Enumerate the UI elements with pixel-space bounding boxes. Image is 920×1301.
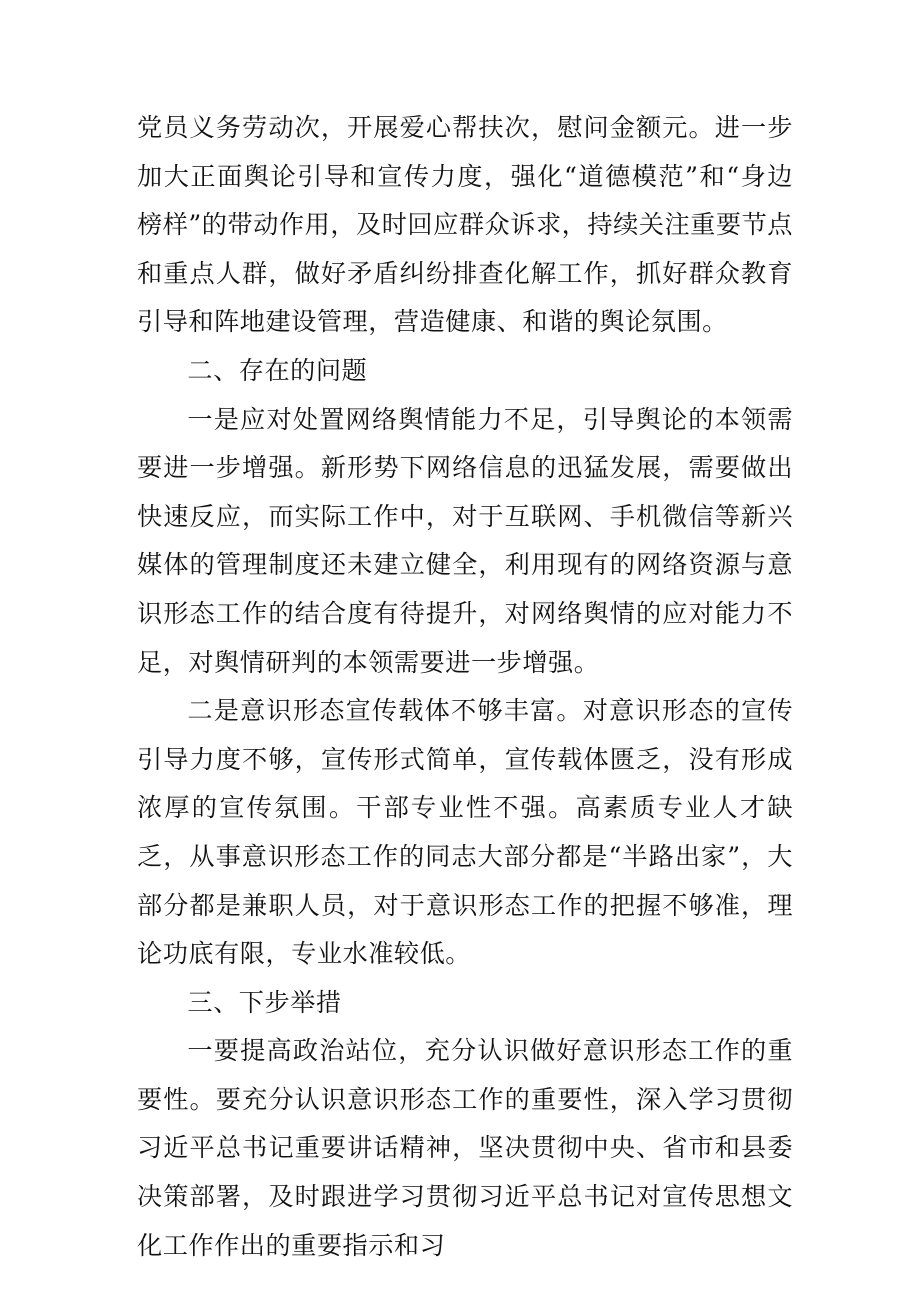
paragraph-continuation: 党员义务劳动次，开展爱心帮扶次，慰问金额元。进一步加大正面舆论引导和宣传力度，强化“道德模范”和“身边榜样”的带动作用，及时回应群众诉求，持续关注重要节点和重点人群，做好矛盾纠纷排查化解工作，抓好群众教育引导和阵地建设管理，营造健康、和谐的舆论氛围。 bbox=[137, 113, 793, 337]
section-heading-next-steps: 三、下步举措 bbox=[187, 987, 342, 1017]
section-heading-problems: 二、存在的问题 bbox=[187, 355, 368, 385]
document-body bbox=[137, 104, 793, 1270]
paragraph-measure-one: 一要提高政治站位，充分认识做好意识形态工作的重要性。要充分认识意识形态工作的重要性，深入学习贯彻习近平总书记重要讲话精神，坚决贯彻中央、省市和县委决策部署，及时跟进学习贯彻习近平总书记对宣传思想文化工作作出的重要指示和习 bbox=[137, 1036, 793, 1260]
paragraph-problem-one: 一是应对处置网络舆情能力不足，引导舆论的本领需要进一步增强。新形势下网络信息的迅猛发展，需要做出快速反应，而实际工作中，对于互联网、手机微信等新兴媒体的管理制度还未建立健全，利用现有的网络资源与意识形态工作的结合度有待提升，对网络舆情的应对能力不足，对舆情研判的本领需要进一步增强。 bbox=[137, 404, 793, 677]
paragraph-problem-two: 二是意识形态宣传载体不够丰富。对意识形态的宣传引导力度不够，宣传形式简单，宣传载体匮乏，没有形成浓厚的宣传氛围。干部专业性不强。高素质专业人才缺乏，从事意识形态工作的同志大部分都是“半路出家”，大部分都是兼职人员，对于意识形态工作的把握不够准，理论功底有限，专业水准较低。 bbox=[137, 696, 793, 969]
